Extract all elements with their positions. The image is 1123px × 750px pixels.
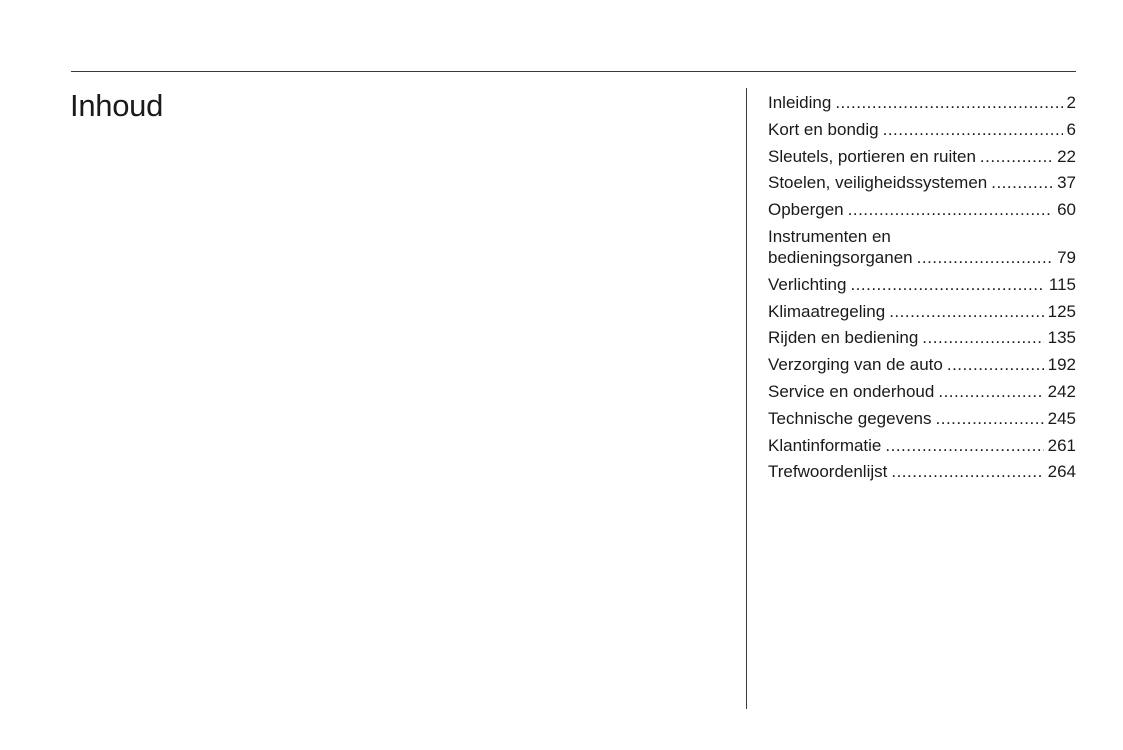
column-divider xyxy=(746,88,747,709)
toc-entry-rijden[interactable] xyxy=(768,327,1076,348)
toc-entry-label: Instrumenten en bedieningsorganen xyxy=(768,226,913,267)
dot-leader xyxy=(850,274,1044,295)
toc-entry-page: 60 xyxy=(1057,200,1076,220)
toc-entry-page: 242 xyxy=(1047,381,1076,401)
toc-entry-label: Klantinformatie xyxy=(768,435,882,455)
toc-entry-kort-en-bondig[interactable] xyxy=(768,119,1076,140)
toc-entry-page: 261 xyxy=(1047,435,1076,455)
toc-entry-inleiding[interactable] xyxy=(768,92,1076,113)
toc-entry-technische-gegevens[interactable] xyxy=(768,408,1076,429)
toc-entry-page: 264 xyxy=(1047,462,1076,482)
dot-leader xyxy=(835,92,1062,113)
dot-leader xyxy=(936,408,1044,429)
toc-entry-label: Kort en bondig xyxy=(768,119,879,139)
toc-entry-opbergen[interactable] xyxy=(768,199,1076,220)
toc-entry-label: Verlichting xyxy=(768,274,847,294)
toc-entry-page: 2 xyxy=(1066,93,1076,112)
toc-entry-label: Technische gegevens xyxy=(768,408,932,428)
toc-entry-verlichting[interactable] xyxy=(768,274,1076,295)
toc-entry-label: Stoelen, veiligheidssystemen xyxy=(768,173,988,193)
dot-leader xyxy=(922,327,1043,348)
toc-entry-label: Klimaatregeling xyxy=(768,301,886,321)
toc-entry-label: Rijden en bediening xyxy=(768,328,919,348)
toc-entry-klimaatregeling[interactable] xyxy=(768,301,1076,322)
dot-leader xyxy=(883,119,1063,140)
toc-entry-instrumenten[interactable] xyxy=(768,226,1076,268)
toc-entry-label: Inleiding xyxy=(768,93,832,112)
toc-entry-label: Service en onderhoud xyxy=(768,381,935,401)
toc-entry-page: 192 xyxy=(1047,355,1076,375)
dot-leader xyxy=(980,146,1053,167)
toc-entry-trefwoordenlijst[interactable] xyxy=(768,461,1076,482)
toc-entry-page: 37 xyxy=(1057,173,1076,193)
page-title: Inhoud xyxy=(70,88,164,123)
toc-entry-page: 115 xyxy=(1048,274,1076,294)
toc-entry-page: 6 xyxy=(1066,119,1076,139)
toc-entry-label: Sleutels, portieren en ruiten xyxy=(768,146,976,166)
toc-entry-label: Verzorging van de auto xyxy=(768,355,943,375)
dot-leader xyxy=(947,354,1044,375)
toc-entry-klantinformatie[interactable] xyxy=(768,435,1076,456)
dot-leader xyxy=(885,435,1043,456)
table-of-contents xyxy=(768,92,1076,488)
dot-leader xyxy=(891,461,1043,482)
toc-entry-sleutels[interactable] xyxy=(768,146,1076,167)
header-rule xyxy=(71,71,1076,72)
toc-entry-service[interactable] xyxy=(768,381,1076,402)
dot-leader xyxy=(938,381,1043,402)
dot-leader xyxy=(889,301,1043,322)
toc-entry-page: 135 xyxy=(1047,328,1076,348)
dot-leader xyxy=(848,199,1053,220)
toc-entry-label: Opbergen xyxy=(768,200,844,220)
toc-entry-stoelen[interactable] xyxy=(768,172,1076,193)
dot-leader xyxy=(917,247,1053,268)
dot-leader xyxy=(991,172,1053,193)
toc-entry-verzorging[interactable] xyxy=(768,354,1076,375)
toc-entry-page: 125 xyxy=(1047,301,1076,321)
toc-entry-label: Trefwoordenlijst xyxy=(768,462,888,482)
toc-entry-page: 22 xyxy=(1057,146,1076,166)
toc-entry-page: 79 xyxy=(1057,247,1076,267)
toc-entry-page: 245 xyxy=(1047,408,1076,428)
